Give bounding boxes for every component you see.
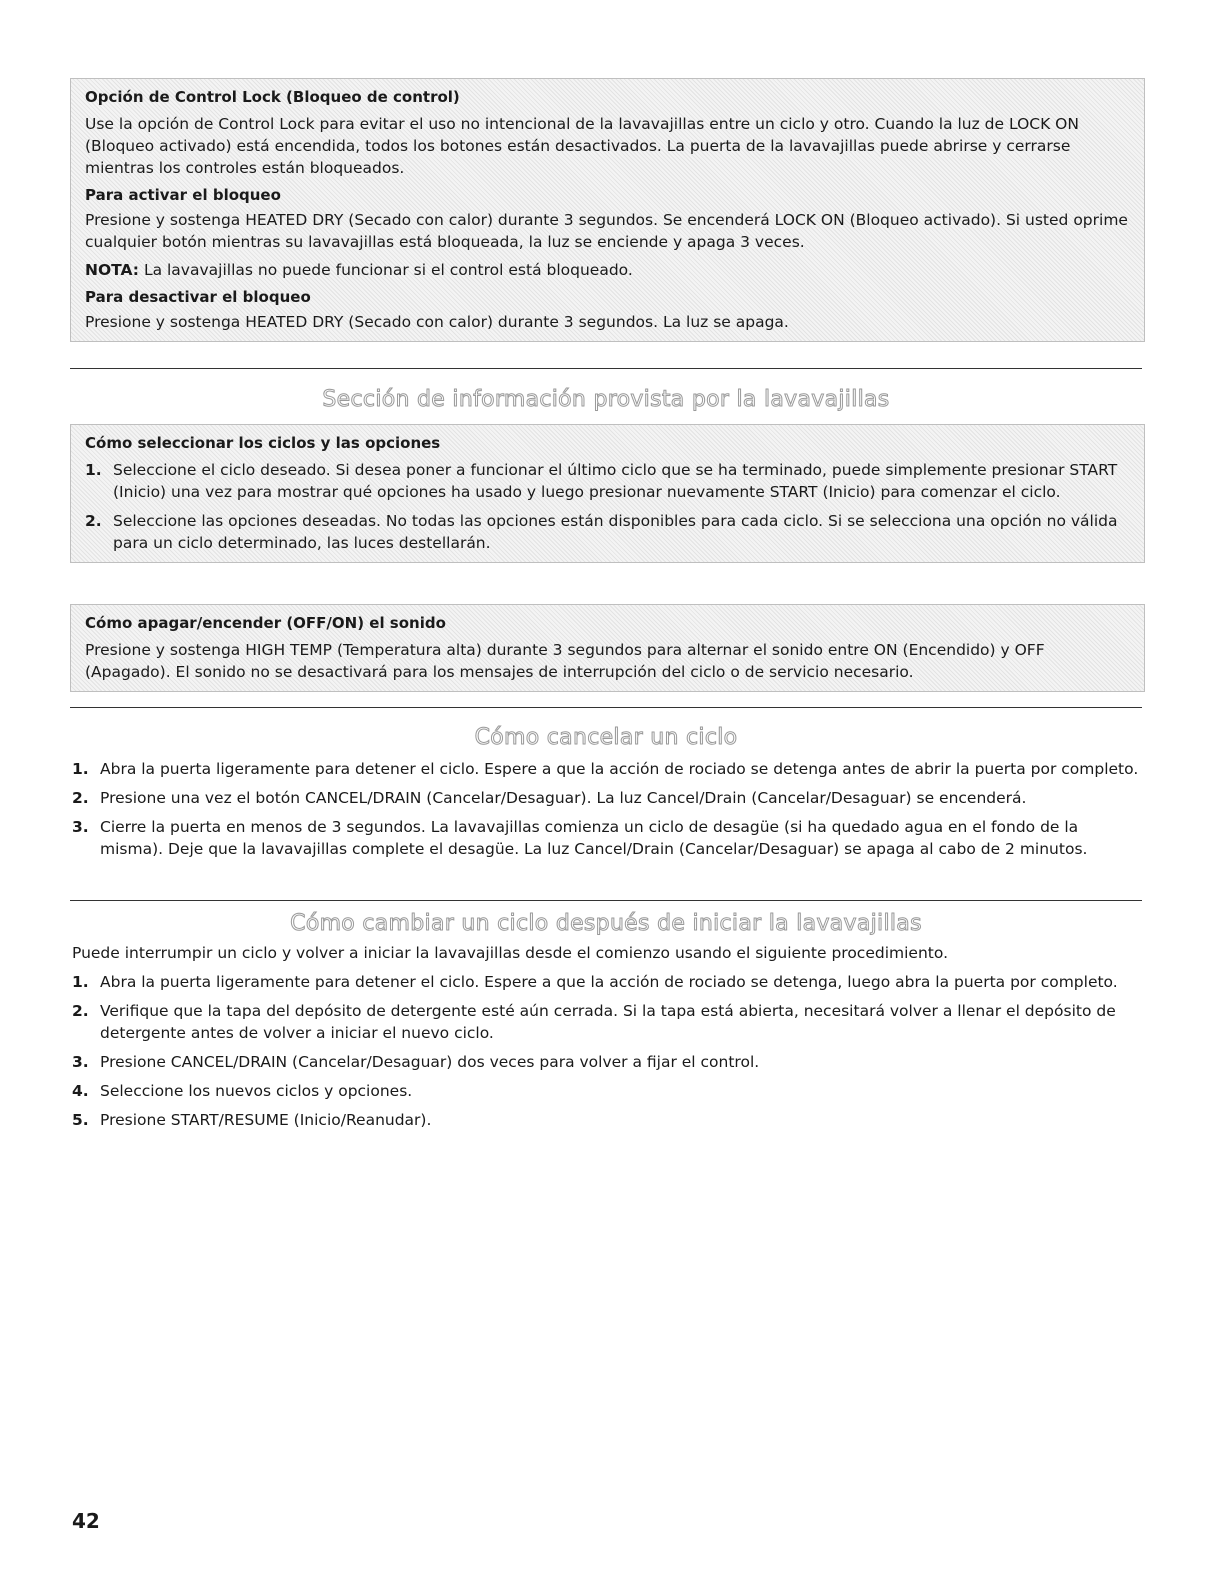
section-divider [70,900,1142,901]
lock-note [85,259,1128,281]
list-number: 4. [72,1082,89,1100]
note-label: NOTA: [85,261,140,279]
list-text: Abra la puerta ligeramente para detener el ciclo. Espere a que la acción de rociado se detenga antes de abrir la puerta por completo. [100,760,1139,778]
list-text: Presione START/RESUME (Inicio/Reanudar). [100,1111,432,1129]
list-item [72,758,1144,780]
activate-lock-text: Presione y sostenga HEATED DRY (Secado con calor) durante 3 segundos. Se encenderá LOCK ON (Bloqueo activado). Si usted oprime cualquier botón mientras su lavavajillas está bloqueada, la luz se enciende y apaga 3 veces. [85,211,1128,251]
list-item [72,1051,1144,1073]
section-divider [70,707,1142,708]
list-item [85,459,1128,503]
list-number: 2. [72,789,89,807]
list-number: 2. [72,1002,89,1020]
list-text: Presione CANCEL/DRAIN (Cancelar/Desaguar) dos veces para volver a fijar el control. [100,1053,760,1071]
list-item [72,971,1144,993]
list-item [72,816,1144,860]
list-number: 1. [72,973,89,991]
list-number: 1. [85,461,102,479]
list-text: Verifique que la tapa del depósito de detergente esté aún cerrada. Si la tapa está abierta, necesitará volver a llenar el depósito de detergente antes de volver a iniciar el nuevo ciclo. [100,1002,1116,1042]
change-section-heading: Cómo cambiar un ciclo después de iniciar la lavavajillas [290,911,922,936]
control-lock-intro: Use la opción de Control Lock para evitar el uso no intencional de la lavavajillas entre un ciclo y otro. Cuando la luz de LOCK ON (Bloqueo activado) está encendida, todos los botones están desactivados. La puerta de la lavavajillas puede abrirse y cerrarse mientras los controles están bloqueados. [85,115,1079,177]
list-text: Seleccione los nuevos ciclos y opciones. [100,1082,413,1100]
control-lock-title: Opción de Control Lock (Bloqueo de control) [85,88,460,106]
list-item [85,510,1128,554]
activate-lock-heading: Para activar el bloqueo [85,186,281,204]
list-item [72,1080,1144,1102]
list-number: 3. [72,818,89,836]
control-lock-box [70,78,1145,342]
deactivate-lock-text: Presione y sostenga HEATED DRY (Secado con calor) durante 3 segundos. La luz se apaga. [85,313,789,331]
select-cycles-box [70,424,1145,563]
cancel-section-heading: Cómo cancelar un ciclo [474,725,738,750]
list-text: Seleccione las opciones deseadas. No todas las opciones están disponibles para cada ciclo. Si se selecciona una opción no válida para un ciclo determinado, las luces destellarán. [113,512,1118,552]
list-item [72,787,1144,809]
select-cycles-list [85,459,1128,554]
list-number: 2. [85,512,102,530]
list-number: 3. [72,1053,89,1071]
list-item [72,1000,1144,1044]
note-text: La lavavajillas no puede funcionar si el control está bloqueado. [139,261,633,279]
cancel-steps-list [72,758,1144,860]
list-text: Seleccione el ciclo deseado. Si desea poner a funcionar el último ciclo que se ha terminado, puede simplemente presionar START (Inicio) una vez para mostrar qué opciones ha usado y luego presionar nuevamente START (Inicio) para comenzar el ciclo. [113,461,1118,501]
sound-box [70,604,1145,692]
list-text: Presione una vez el botón CANCEL/DRAIN (Cancelar/Desaguar). La luz Cancel/Drain (Cancelar/Desaguar) se encenderá. [100,789,1027,807]
info-section-heading: Sección de información provista por la lavavajillas [322,387,890,412]
sound-text: Presione y sostenga HIGH TEMP (Temperatura alta) durante 3 segundos para alternar el sonido entre ON (Encendido) y OFF (Apagado). El sonido no se desactivará para los mensajes de interrupción del ciclo o de servicio necesario. [85,641,1045,681]
cancel-section-body [72,758,1144,867]
list-number: 5. [72,1111,89,1129]
list-text: Cierre la puerta en menos de 3 segundos. La lavavajillas comienza un ciclo de desagüe (si ha quedado agua en el fondo de la misma). Deje que la lavavajillas complete el desagüe. La luz Cancel/Drain (Cancelar/Desaguar) se apaga al cabo de 2 minutos. [100,818,1088,858]
change-section-body [72,942,1144,1138]
list-number: 1. [72,760,89,778]
change-steps-list [72,971,1144,1131]
page-number: 42 [72,1509,100,1533]
list-text: Abra la puerta ligeramente para detener el ciclo. Espere a que la acción de rociado se detenga, luego abra la puerta por completo. [100,973,1118,991]
list-item [72,1109,1144,1131]
section-divider [70,368,1142,369]
change-intro: Puede interrumpir un ciclo y volver a iniciar la lavavajillas desde el comienzo usando el siguiente procedimiento. [72,944,948,962]
deactivate-lock-heading: Para desactivar el bloqueo [85,288,311,306]
sound-title: Cómo apagar/encender (OFF/ON) el sonido [85,614,446,632]
select-cycles-title: Cómo seleccionar los ciclos y las opciones [85,434,441,452]
